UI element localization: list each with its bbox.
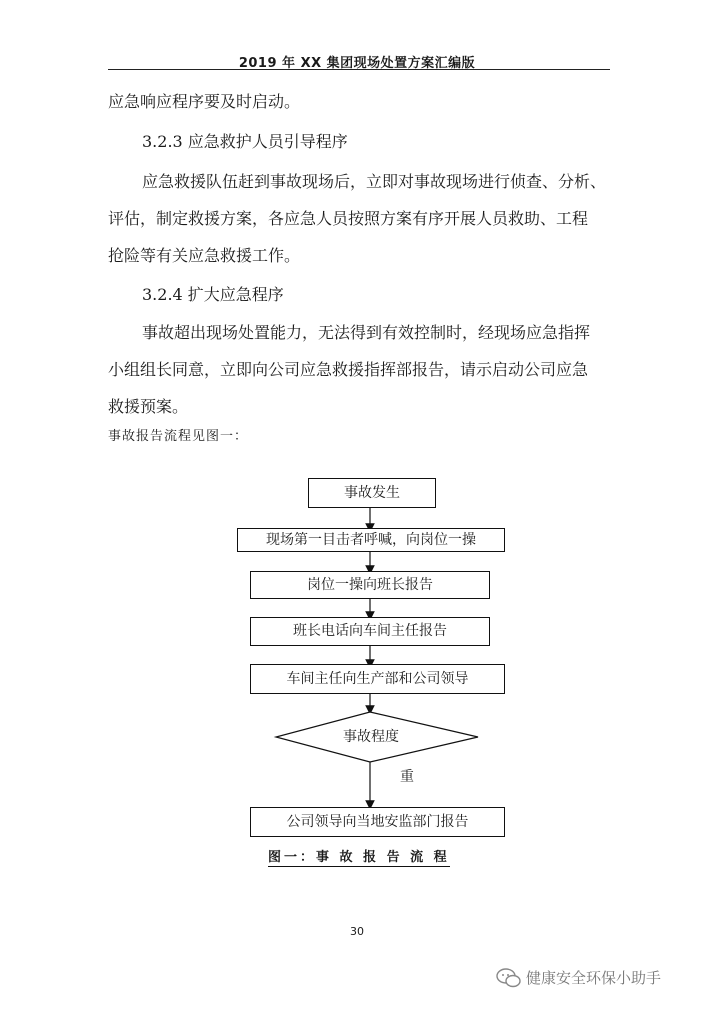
paragraph-line: 评估，制定救援方案，各应急人员按照方案有序开展人员救助、工程 bbox=[108, 209, 589, 228]
paragraph-line: 抢险等有关应急救援工作。 bbox=[108, 246, 301, 265]
paragraph-line: 应急响应程序要及时启动。 bbox=[108, 92, 301, 111]
section-heading-3-2-4: 3.2.4 扩大应急程序 bbox=[142, 285, 284, 304]
paragraph-line: 事故超出现场处置能力，无法得到有效控制时，经现场应急指挥 bbox=[142, 323, 591, 342]
page-header-title: 2019 年 XX 集团现场处置方案汇编版 bbox=[238, 56, 476, 71]
watermark bbox=[496, 967, 661, 988]
watermark-text: 健康安全环保小助手 bbox=[526, 969, 662, 987]
figure-caption: 图一：事 故 报 告 流 程 bbox=[268, 846, 450, 867]
flow-step-monitor-to-director: 班长电话向车间主任报告 bbox=[250, 617, 490, 646]
wechat-icon bbox=[496, 968, 522, 988]
decision-label: 事故程度 bbox=[343, 729, 399, 745]
section-heading-3-2-3: 3.2.3 应急救护人员引导程序 bbox=[142, 132, 348, 151]
flow-intro-text: 事故报告流程见图一： bbox=[108, 429, 249, 444]
paragraph-line: 应急救援队伍赶到事故现场后，立即对事故现场进行侦查、分析、 bbox=[142, 172, 607, 191]
flow-step-leaders-to-authority: 公司领导向当地安监部门报告 bbox=[250, 807, 505, 837]
page-number: 30 bbox=[350, 925, 364, 938]
flow-step-accident-occurs: 事故发生 bbox=[308, 478, 436, 508]
flow-step-director-to-leaders: 车间主任向生产部和公司领导 bbox=[250, 664, 505, 694]
flow-step-operator-to-monitor: 岗位一操向班长报告 bbox=[250, 571, 490, 599]
flow-step-witness-reports: 现场第一目击者呼喊，向岗位一操 bbox=[237, 528, 505, 552]
branch-label: 重 bbox=[400, 769, 414, 785]
paragraph-line: 小组组长同意，立即向公司应急救援指挥部报告，请示启动公司应急 bbox=[108, 360, 589, 379]
paragraph-line: 救援预案。 bbox=[108, 397, 189, 416]
